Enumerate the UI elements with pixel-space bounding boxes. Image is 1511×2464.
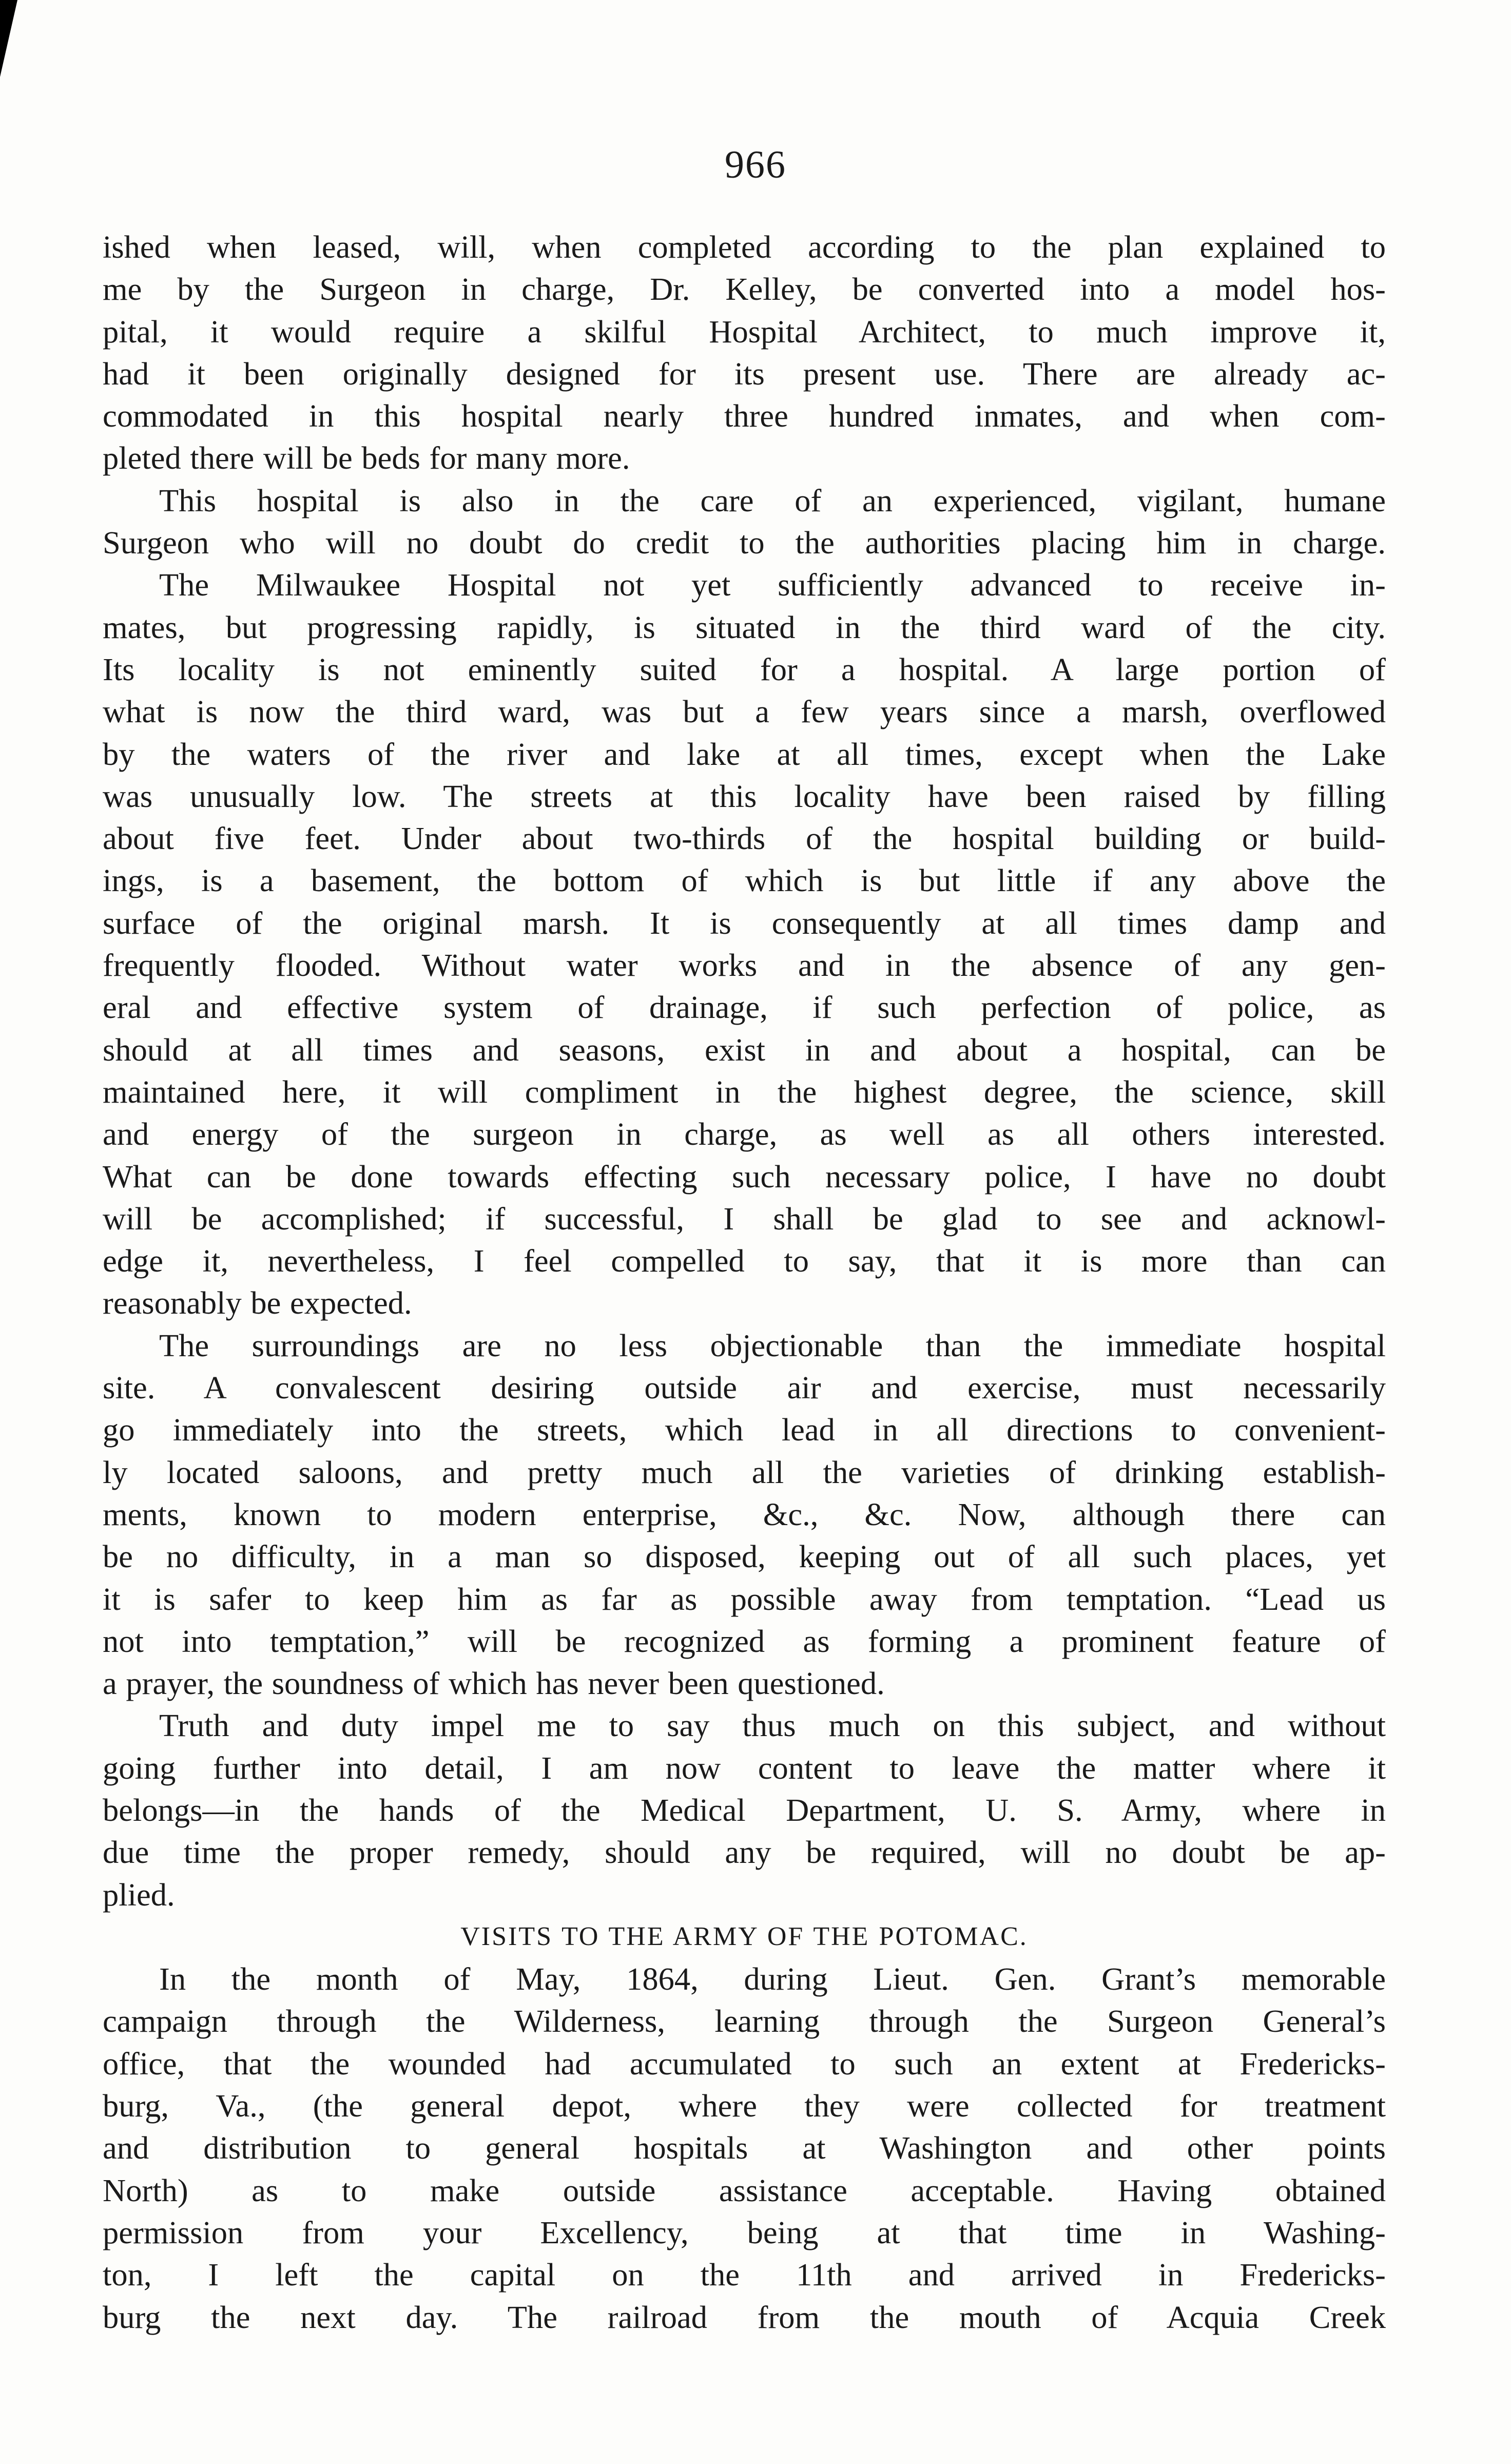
text-line: a prayer, the soundness of which has never been questioned. [103, 1665, 885, 1702]
body-text [103, 226, 1386, 2338]
text-line: was unusually low. The streets at this locality have been raised by filling [103, 778, 1386, 814]
text-line: office, that the wounded had accumulated to such an extent at Fredericks- [103, 2045, 1386, 2082]
text-line: not into temptation,” will be recognized as forming a prominent feature of [103, 1623, 1386, 1659]
text-line: ished when leased, will, when completed according to the plan explained to [103, 229, 1386, 265]
text-line: going further into detail, I am now content to leave the matter where it [103, 1749, 1386, 1786]
text-line: pleted there will be beds for many more. [103, 440, 630, 476]
text-line: eral and effective system of drainage, if such perfection of police, as [103, 989, 1386, 1026]
text-line: by the waters of the river and lake at all times, except when the Lake [103, 736, 1386, 772]
text-line: This hospital is also in the care of an experienced, vigilant, humane [159, 482, 1386, 518]
text-line: ton, I left the capital on the 11th and arrived in Fredericks- [103, 2257, 1386, 2293]
text-line: it is safer to keep him as far as possible away from temptation. “Lead us [103, 1581, 1386, 1617]
text-line: site. A convalescent desiring outside air and exercise, must necessarily [103, 1370, 1386, 1406]
text-line: what is now the third ward, was but a few years since a marsh, overflowed [103, 694, 1386, 730]
text-line: What can be done towards effecting such necessary police, I have no doubt [103, 1158, 1386, 1195]
text-line: surface of the original marsh. It is consequently at all times damp and [103, 904, 1386, 941]
text-line: and distribution to general hospitals at Washington and other points [103, 2130, 1386, 2166]
text-line: be no difficulty, in a man so disposed, keeping out of all such places, yet [103, 1538, 1386, 1575]
text-line: mates, but progressing rapidly, is situated in the third ward of the city. [103, 609, 1386, 645]
text-line: belongs—in the hands of the Medical Department, U. S. Army, where in [103, 1792, 1386, 1828]
text-line: will be accomplished; if successful, I shall be glad to see and acknowl- [103, 1200, 1386, 1237]
text-line: Its locality is not eminently suited for a hospital. A large portion of [103, 651, 1386, 687]
text-line: edge it, nevertheless, I feel compelled to say, that it is more than can [103, 1243, 1386, 1279]
text-line: had it been originally designed for its present use. There are already ac- [103, 355, 1386, 392]
page-edge-shadow [0, 0, 17, 77]
text-line: plied. [103, 1876, 175, 1913]
text-line: frequently flooded. Without water works and in the absence of any gen- [103, 947, 1386, 984]
text-line: pital, it would require a skilful Hospital Architect, to much improve it, [103, 313, 1386, 350]
text-line: should at all times and seasons, exist in and about a hospital, can be [103, 1031, 1386, 1068]
section-heading: VISITS TO THE ARMY OF THE POTOMAC. [460, 1921, 1028, 1951]
text-line: permission from your Excellency, being at that time in Washing- [103, 2214, 1386, 2250]
text-line: North) as to make outside assistance acceptable. Having obtained [103, 2172, 1386, 2208]
text-line: me by the Surgeon in charge, Dr. Kelley, be converted into a model hos- [103, 271, 1386, 307]
page-number: 966 [725, 143, 786, 186]
text-line: reasonably be expected. [103, 1285, 412, 1321]
text-line: The surroundings are no less objectionable than the immediate hospital [159, 1327, 1386, 1363]
text-line: In the month of May, 1864, during Lieut. Gen. Grant’s memorable [159, 1961, 1386, 1997]
text-line: burg the next day. The railroad from the mouth of Acquia Creek [103, 2299, 1386, 2335]
text-line: about five feet. Under about two-thirds of the hospital building or build- [103, 820, 1386, 857]
text-line: and energy of the surgeon in charge, as well as all others interested. [103, 1116, 1386, 1152]
text-line: Surgeon who will no doubt do credit to the authorities placing him in charge. [103, 525, 1386, 561]
text-line: commodated in this hospital nearly three hundred inmates, and when com- [103, 398, 1386, 434]
text-line: ings, is a basement, the bottom of which is but little if any above the [103, 862, 1386, 899]
text-line: maintained here, it will compliment in the highest degree, the science, skill [103, 1073, 1386, 1110]
text-line: Truth and duty impel me to say thus much on this subject, and without [159, 1707, 1386, 1744]
text-line: due time the proper remedy, should any be required, will no doubt be ap- [103, 1834, 1386, 1871]
text-line: ments, known to modern enterprise, &c., &c. Now, although there can [103, 1496, 1386, 1532]
text-line: go immediately into the streets, which lead in all directions to convenient- [103, 1412, 1386, 1448]
text-line: burg, Va., (the general depot, where they were collected for treatment [103, 2088, 1386, 2124]
text-line: The Milwaukee Hospital not yet sufficiently advanced to receive in- [159, 567, 1386, 603]
text-line: ly located saloons, and pretty much all the varieties of drinking establish- [103, 1454, 1386, 1490]
text-line: campaign through the Wilderness, learning through the Surgeon General’s [103, 2003, 1386, 2039]
